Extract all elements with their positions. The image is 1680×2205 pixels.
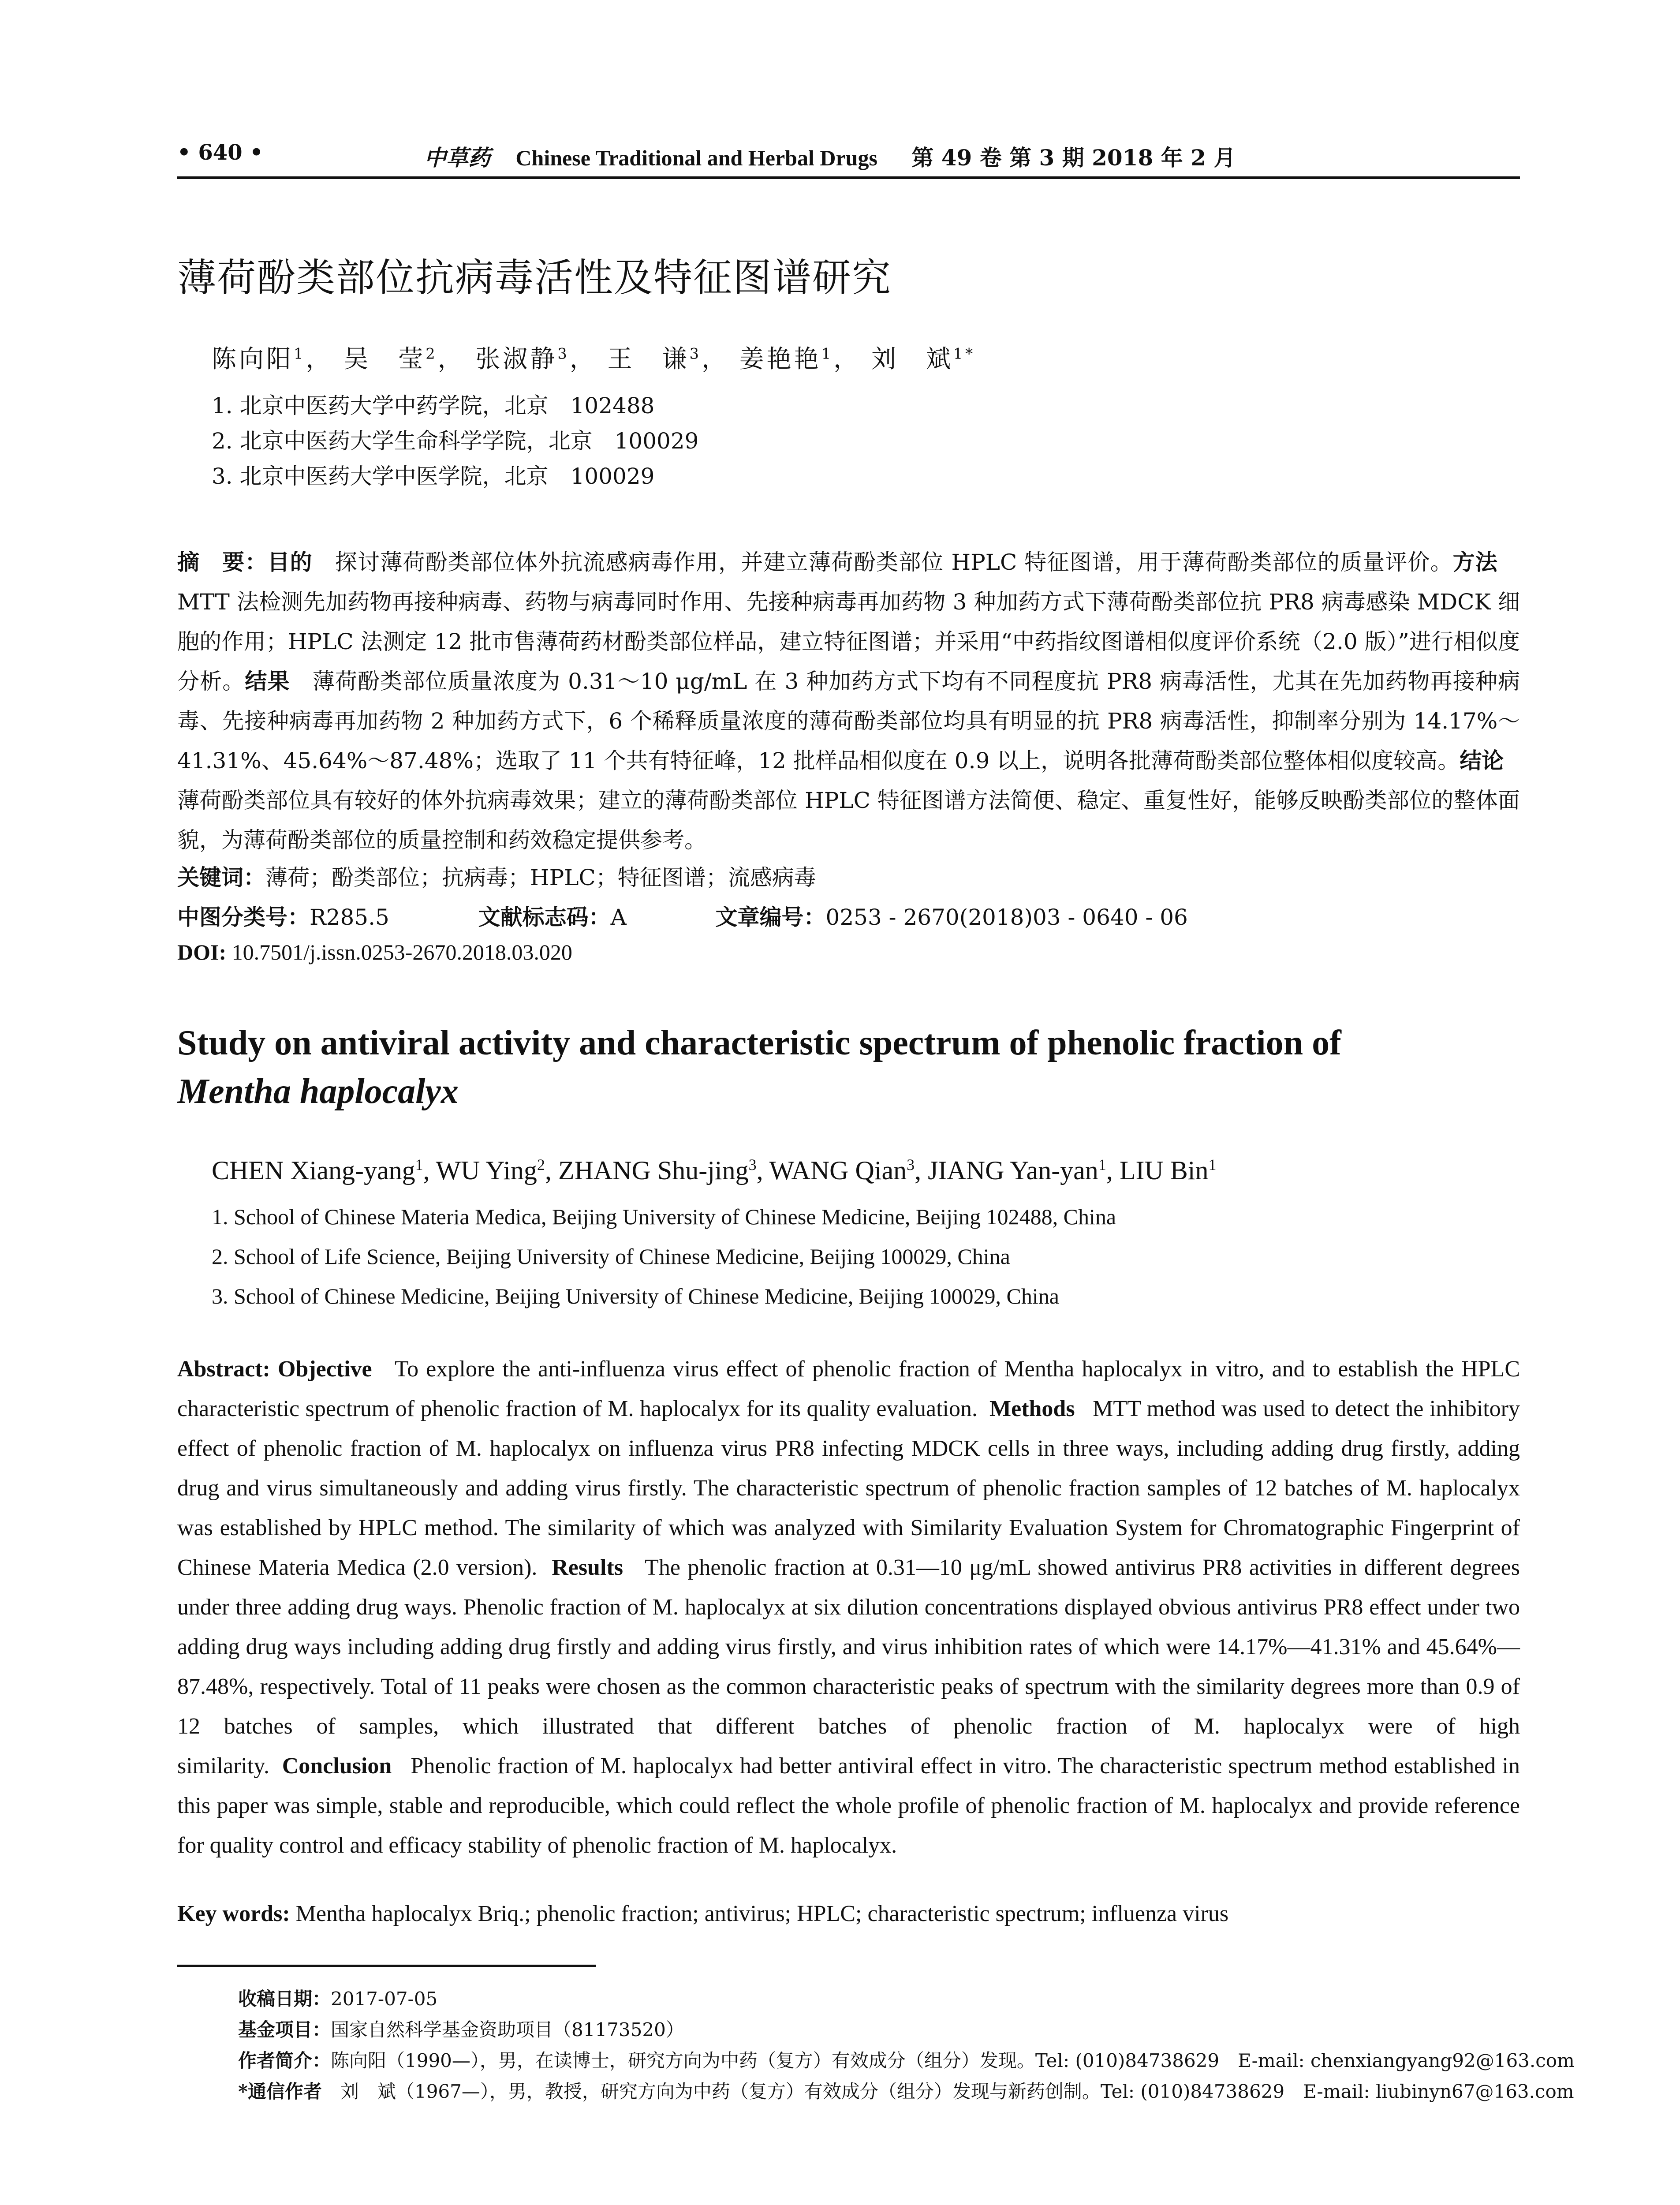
doc-code-value: A <box>610 904 627 930</box>
doi-label: DOI: <box>177 940 232 964</box>
keywords-en-value: Mentha haplocalyx Briq.; phenolic fraction; antivirus; HPLC; characteristic spectrum; influenza virus <box>295 1901 1229 1926</box>
conclusion-label: 结论 <box>1460 747 1504 774</box>
author-en: CHEN Xiang-yang$^1$, <box>212 1156 436 1185</box>
authors-cn <box>212 340 975 375</box>
author-cn: 王 谦$^3$， <box>607 345 729 374</box>
author-en: WANG Qian$^3$, <box>769 1156 928 1185</box>
journal-title <box>424 140 1236 172</box>
affiliation-en-3: 3. School of Chinese Medicine, Beijing University of Chinese Medicine, Beijing 100029, China <box>212 1284 1059 1308</box>
journal-logo-cn: 中草药 <box>424 145 490 171</box>
author-cn: 陈向阳$^1$， <box>212 345 333 374</box>
abstract-en-label: Abstract: Objective <box>177 1357 372 1382</box>
affiliation-cn-3: 3. 北京中医药大学中医学院，北京 100029 <box>212 463 655 489</box>
article-no-value: 0253 - 2670(2018)03 - 0640 - 06 <box>825 904 1188 930</box>
abstract-cn-label: 摘 要： <box>177 549 268 575</box>
title-cn: 薄荷酚类部位抗病毒活性及特征图谱研究 <box>177 255 892 300</box>
title-en <box>177 1019 1520 1116</box>
objective-label: 目的 <box>267 549 313 575</box>
clc-value: R285.5 <box>310 904 389 930</box>
article-no-label: 文章编号： <box>715 904 826 930</box>
doc-code-label: 文献标志码： <box>478 904 611 930</box>
abstract-en <box>177 1349 1520 1865</box>
methods-en-label: Methods <box>989 1396 1075 1421</box>
authors-en <box>212 1155 1216 1186</box>
objective-en-text: To explore the anti-influenza virus effect of phenolic fraction of Mentha haplocalyx in vitro, and to establish the HPLC characteristic spectrum of phenolic fraction of M. haplocalyx for its quality evaluation. <box>177 1357 1520 1421</box>
abstract-cn <box>177 542 1526 860</box>
methods-text: MTT 法检测先加药物再接种病毒、药物与病毒同时作用、先接种病毒再加药物 3 种加药方式下薄荷酚类部位抗 PR8 病毒感染 MDCK 细胞的作用；HPLC 法测定 12 批市售薄荷药材酚类部位样品，建立特征图谱；并采用“中药指纹图谱相似度评价系统（2.0 版）”进行相似度分析。 <box>177 549 1520 694</box>
author-en: JIANG Yan-yan$^1$, <box>928 1156 1120 1185</box>
classification-row <box>177 900 1188 931</box>
journal-issue: 第 49 卷 第 3 期 2018 年 2 月 <box>911 145 1236 171</box>
results-en-text: The phenolic fraction at 0.31—10 μg/mL showed antivirus PR8 activities in different degrees under three adding drug ways. Phenolic fraction of M. haplocalyx at six dilution concentrations displayed obvious antivirus PR8 effect under two adding drug ways including adding drug firstly and adding virus firstly, and virus inhibition rates of which were 14.17%—41.31% and 45.64%—87.48%, respectively. Total of 11 peaks were chosen as the common characteristic peaks of spectrum with the similarity degrees more than 0.9 of 12 batches of samples, which illustrated that different batches of phenolic fraction of M. haplocalyx were of high similarity. <box>177 1555 1520 1779</box>
footnote-rule <box>177 1965 596 1967</box>
author-cn: 吴 莹$^2$， <box>343 345 465 374</box>
methods-label: 方法 <box>1452 549 1498 575</box>
keywords-cn <box>177 860 816 892</box>
doi-value: 10.7501/j.issn.0253-2670.2018.03.020 <box>231 940 572 964</box>
conclusion-en-label: Conclusion <box>282 1753 392 1779</box>
footnote-fund: 基金项目：国家自然科学基金资助项目（81173520） <box>238 2019 684 2041</box>
clc-label: 中图分类号： <box>177 904 310 930</box>
title-en-line1: Study on antiviral activity and characteristic spectrum of phenolic fraction of <box>177 1024 1341 1062</box>
footnote-author: 作者简介：陈向阳（1990—），男，在读博士，研究方向为中药（复方）有效成分（组分）发现。Tel: (010)84738629 E-mail: chenxiangyang92@163.com <box>238 2050 1575 2071</box>
results-en-label: Results <box>552 1555 623 1580</box>
affiliation-en-2: 2. School of Life Science, Beijing University of Chinese Medicine, Beijing 100029, China <box>212 1244 1010 1269</box>
affiliation-en-1: 1. School of Chinese Materia Medica, Beijing University of Chinese Medicine, Beijing 102488, China <box>212 1204 1116 1229</box>
author-cn: 张淑静$^3$， <box>475 345 597 374</box>
page-number: • 640 • <box>177 140 263 165</box>
conclusion-text: 薄荷酚类部位具有较好的体外抗病毒效果；建立的薄荷酚类部位 HPLC 特征图谱方法简便、稳定、重复性好，能够反映酚类部位的整体面貌，为薄荷酚类部位的质量控制和药效稳定提供参考。 <box>177 748 1526 853</box>
journal-name-en: Chinese Traditional and Herbal Drugs <box>515 146 877 170</box>
keywords-cn-label: 关键词： <box>177 864 265 890</box>
affiliation-cn-1: 1. 北京中医药大学中药学院，北京 102488 <box>212 393 655 419</box>
author-cn: 刘 斌$^{1*}$ <box>871 345 976 374</box>
methods-en-text: MTT method was used to detect the inhibitory effect of phenolic fraction of M. haplocalyx on influenza virus PR8 infecting MDCK cells in three ways, including adding drug firstly, adding drug and virus simultaneously and adding virus firstly. The characteristic spectrum of phenolic fraction samples of 12 batches of M. haplocalyx was established by HPLC method. The similarity of which was analyzed with Similarity Evaluation System for Chromatographic Fingerprint of Chinese Materia Medica (2.0 version). <box>177 1396 1520 1580</box>
footnote-corresponding: *通信作者 刘 斌（1967—），男，教授，研究方向为中药（复方）有效成分（组分）发现与新药创制。Tel: (010)84738629 E-mail: liubinyn67@163.com <box>238 2081 1574 2102</box>
conclusion-en-text: Phenolic fraction of M. haplocalyx had better antiviral effect in vitro. The characteristic spectrum method established in this paper was simple, stable and reproducible, which could reflect the whole profile of phenolic fraction of M. haplocalyx and provide reference for quality control and efficacy stability of phenolic fraction of M. haplocalyx. <box>177 1753 1520 1858</box>
author-en: ZHANG Shu-jing$^3$, <box>558 1156 769 1185</box>
affiliation-cn-2: 2. 北京中医药大学生命科学学院，北京 100029 <box>212 428 699 454</box>
author-en: LIU Bin$^1$ <box>1119 1156 1217 1185</box>
results-text: 薄荷酚类部位质量浓度为 0.31～10 μg/mL 在 3 种加药方式下均有不同程度抗 PR8 病毒活性，尤其在先加药物再接种病毒、先接种病毒再加药物 2 种加药方式下，6 个稀释质量浓度的薄荷酚类部位均具有明显的抗 PR8 病毒活性，抑制率分别为 14.17%～41.31%、45.64%～87.48%；选取了 11 个共有特征峰，12 批样品相似度在 0.9 以上，说明各批薄荷酚类部位整体相似度较高。 <box>177 669 1520 774</box>
objective-text: 探讨薄荷酚类部位体外抗流感病毒作用，并建立薄荷酚类部位 HPLC 特征图谱，用于薄荷酚类部位的质量评价。 <box>312 549 1453 575</box>
doi <box>177 939 572 965</box>
title-en-line2: Mentha haplocalyx <box>177 1072 459 1111</box>
keywords-cn-value: 薄荷；酚类部位；抗病毒；HPLC；特征图谱；流感病毒 <box>265 865 816 890</box>
keywords-en <box>177 1901 1228 1927</box>
running-header <box>177 140 1520 176</box>
author-en: WU Ying$^2$, <box>436 1156 558 1185</box>
author-cn: 姜艳艳$^1$， <box>739 345 861 374</box>
keywords-en-label: Key words: <box>177 1901 290 1926</box>
footnote-received: 收稿日期：2017-07-05 <box>238 1988 438 2010</box>
results-label: 结果 <box>245 668 290 694</box>
header-rule <box>177 176 1520 179</box>
